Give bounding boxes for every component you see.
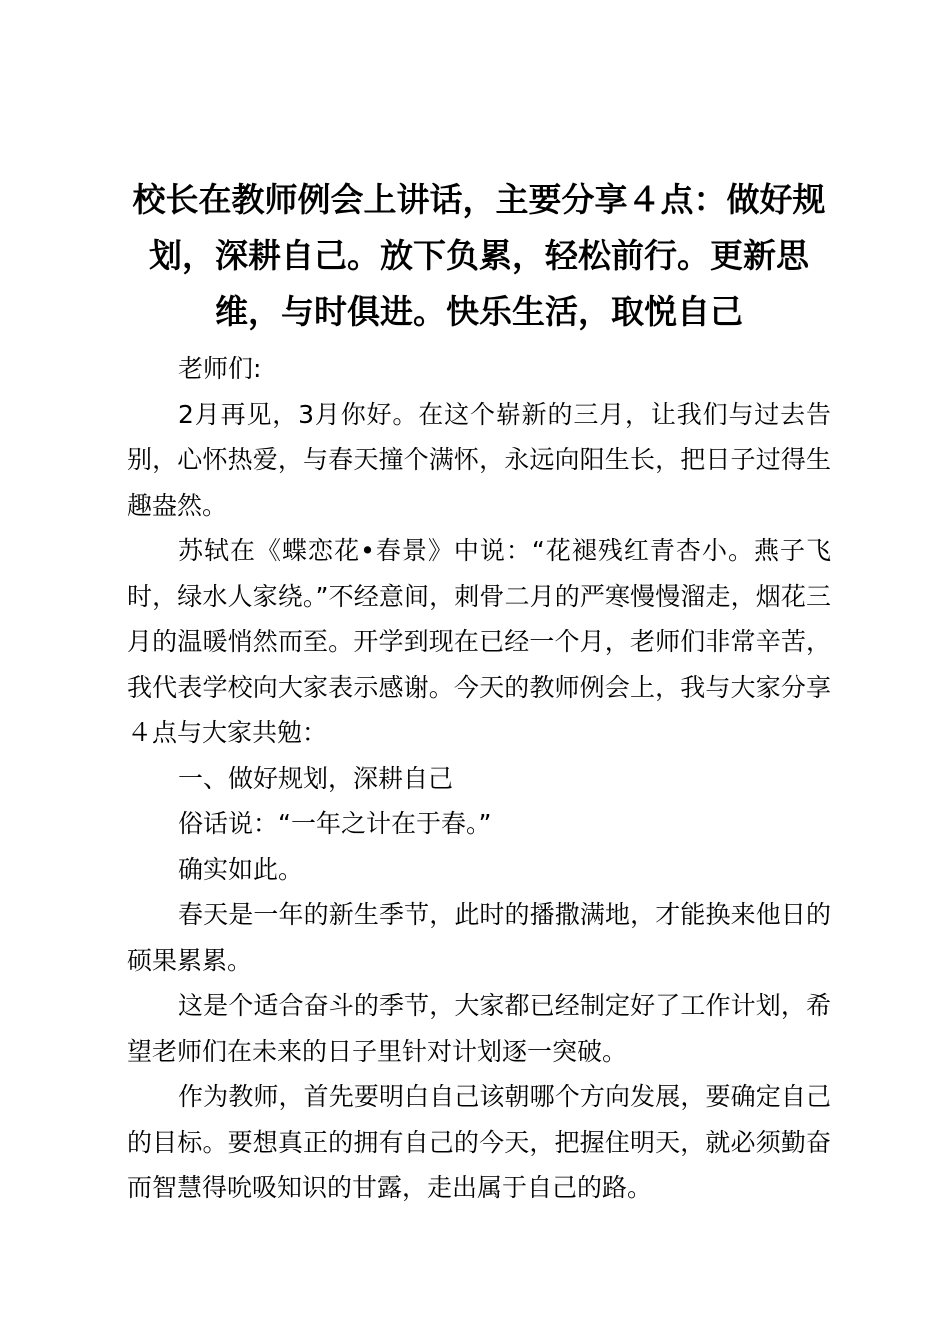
document-title: 校长在教师例会上讲话，主要分享４点：做好规划，深耕自己。放下负累，轻松前行。更新思维，与时俱进。快乐生活，取悦自己 bbox=[132, 180, 826, 331]
document-page bbox=[127, 172, 831, 1211]
section-heading: 一、做好规划，深耕自己 bbox=[178, 763, 454, 793]
paragraph: 作为教师，首先要明白自己该朝哪个方向发展，要确定自己的目标。要想真正的拥有自己的今天，把握住明天，就必须勤奋而智慧得吮吸知识的甘露，走出属于自己的路。 bbox=[127, 1082, 831, 1202]
paragraph: 苏轼在《蝶恋花•春景》中说：“花褪残红青杏小。燕子飞时，绿水人家绕。”不经意间，刺骨二月的严寒慢慢溜走，烟花三月的温暖悄然而至。开学到现在已经一个月，老师们非常辛苦，我代表学校向大家表示感谢。今天的教师例会上，我与大家分享４点与大家共勉： bbox=[127, 536, 831, 747]
paragraph: 2月再见，3月你好。在这个崭新的三月，让我们与过去告别，心怀热爱，与春天撞个满怀，永远向阳生长，把日子过得生趣盎然。 bbox=[127, 399, 831, 520]
paragraph: 这是个适合奋斗的季节，大家都已经制定好了工作计划，希望老师们在未来的日子里针对计划逐一突破。 bbox=[127, 991, 831, 1066]
paragraph-salutation: 老师们: bbox=[178, 354, 262, 383]
paragraph: 确实如此。 bbox=[178, 854, 304, 884]
paragraph: 春天是一年的新生季节，此时的播撒满地，才能换来他日的硕果累累。 bbox=[127, 900, 831, 975]
paragraph: 俗话说：“一年之计在于春。” bbox=[178, 809, 492, 838]
